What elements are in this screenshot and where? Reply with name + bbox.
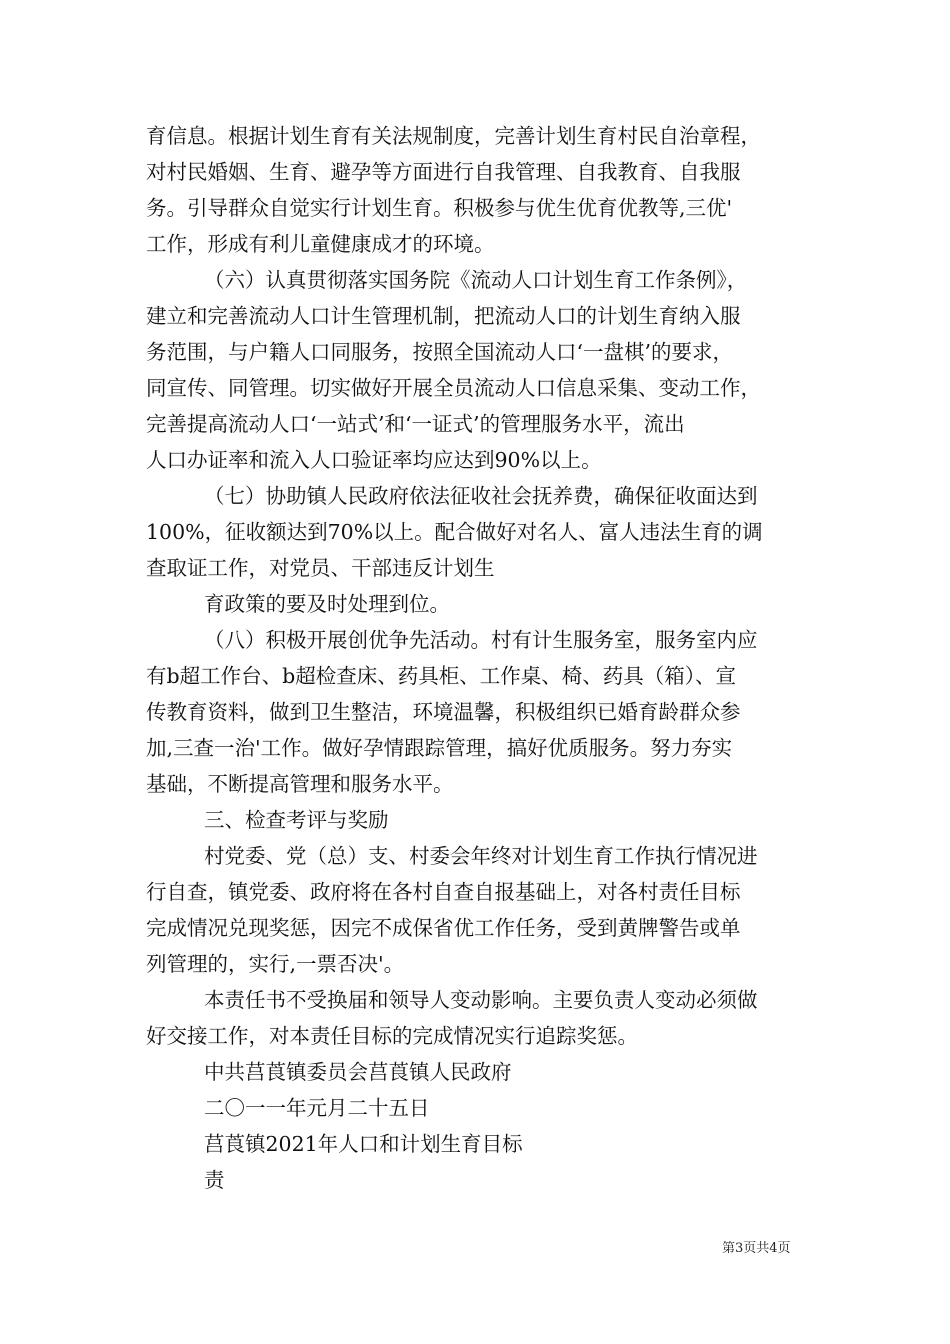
body-line: （六）认真贯彻落实国务院《流动人口计划生育工作条例》， [204,268,748,292]
body-line: 育信息。根据计划生育有关法规制度，完善计划生育村民自治章程， [146,124,761,148]
body-line: （七）协助镇人民政府依法征收社会抚养费，确保征收面达到 [204,484,758,508]
body-line: 务。引导群众自觉实行计划生育。积极参与优生优育优教等,三优' [146,196,733,220]
body-line: 莒莨镇2021年人口和计划生育目标 [204,1132,523,1156]
body-line: 好交接工作，对本责任目标的完成情况实行追踪奖惩。 [146,1024,638,1048]
body-line: 加,三查一治'工作。做好孕情跟踪管理，搞好优质服务。努力夯实 [146,736,733,760]
body-line: （八）积极开展创优争先活动。村有计生服务室，服务室内应 [204,628,758,652]
body-line: 务范围，与户籍人口同服务，按照全国流动人口‘一盘棋’的要求， [146,340,734,364]
body-line: 同宣传、同管理。切实做好开展全员流动人口信息采集、变动工作， [146,376,761,400]
body-line: 三、检查考评与奖励 [204,808,389,832]
body-line: 二〇一一年元月二十五日 [204,1096,430,1120]
page-number: 第3页共4页 [722,1241,791,1256]
document-body [146,118,816,1198]
body-line: 完善提高流动人口‘一站式’和‘一证式’的管理服务水平，流出 [146,412,685,436]
body-line: 100%，征收额达到70%以上。配合做好对名人、富人违法生育的调 [146,520,763,544]
body-line: 育政策的要及时处理到位。 [204,592,450,616]
body-line: 列管理的，实行,一票否决'。 [146,952,405,976]
body-line: 基础，不断提高管理和服务水平。 [146,772,454,796]
body-line: 查取证工作，对党员、干部违反计划生 [146,556,495,580]
body-line: 人口办证率和流入人口验证率均应达到90%以上。 [146,448,602,472]
body-line: 行自查，镇党委、政府将在各村自查自报基础上，对各村责任目标 [146,880,741,904]
body-line: 完成情况兑现奖惩，因完不成保省优工作任务，受到黄牌警告或单 [146,916,741,940]
body-line: 工作，形成有利儿童健康成才的环境。 [146,232,495,256]
body-line: 对村民婚姻、生育、避孕等方面进行自我管理、自我教育、自我服 [146,160,741,184]
body-line: 中共莒莨镇委员会莒莨镇人民政府 [204,1060,512,1084]
body-line: 本责任书不受换届和领导人变动影响。主要负责人变动必须做 [204,988,758,1012]
body-line: 责 [204,1168,225,1192]
body-line: 传教育资料，做到卫生整洁，环境温馨，积极组织已婚育龄群众参 [146,700,741,724]
body-line: 有b超工作台、b超检查床、药具柜、工作桌、椅、药具（箱）、宣 [146,664,736,688]
body-line: 村党委、党（总）支、村委会年终对计划生育工作执行情况进 [204,844,758,868]
body-line: 建立和完善流动人口计生管理机制，把流动人口的计划生育纳入服 [146,304,741,328]
